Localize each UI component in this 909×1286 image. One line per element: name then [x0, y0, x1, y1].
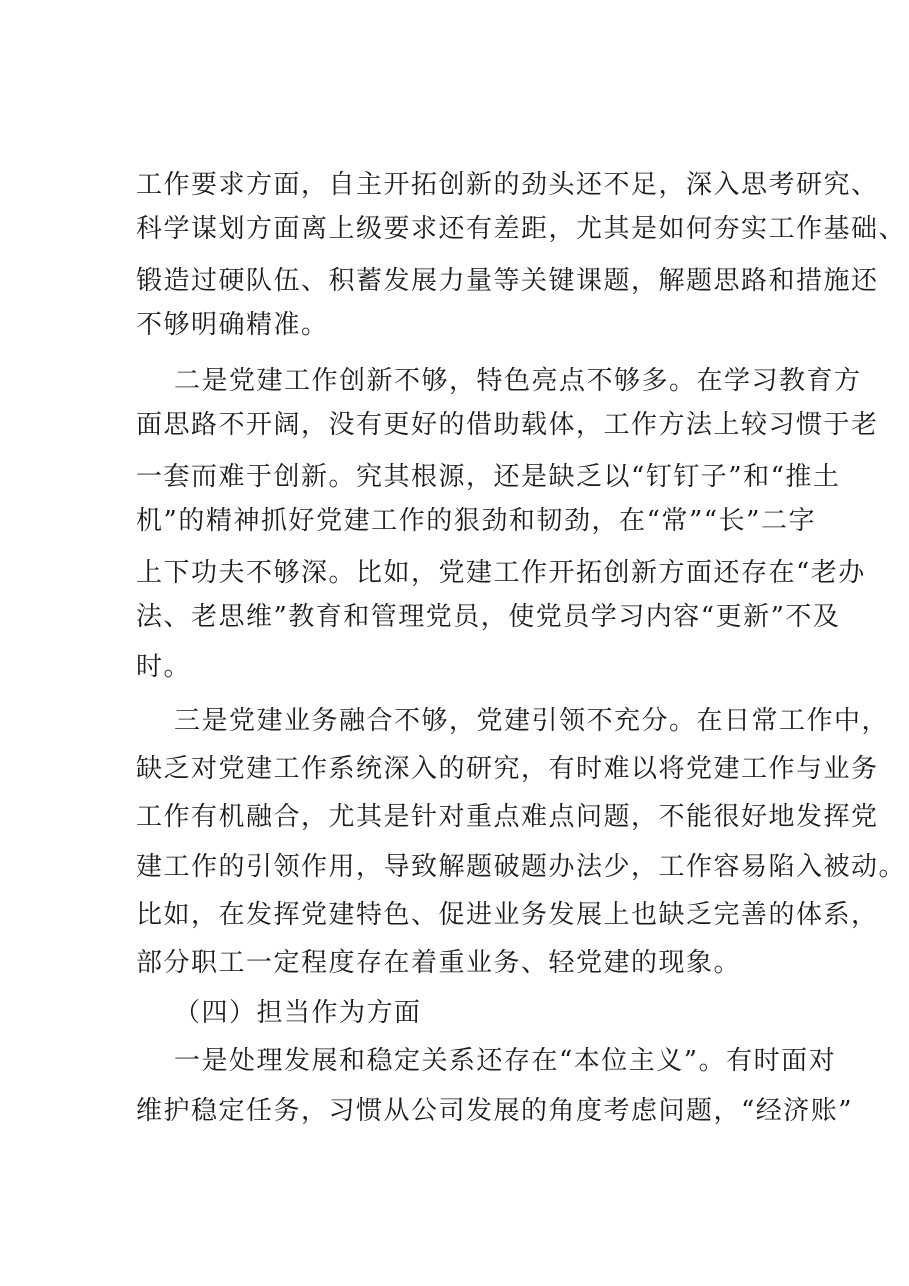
paragraph-line: 二是党建工作创新不够，特色亮点不够多。在学习教育方 — [174, 366, 862, 396]
paragraph-line: 部分职工一定程度存在着重业务、轻党建的现象。 — [136, 948, 742, 978]
section-heading: （四）担当作为方面 — [174, 998, 422, 1028]
paragraph-line: 上下功夫不够深。比如，党建工作开拓创新方面还存在“老办 — [136, 558, 866, 588]
paragraph-line: 三是党建业务融合不够，党建引领不充分。在日常工作中， — [174, 706, 890, 736]
paragraph-line: 机”的精神抓好党建工作的狠劲和韧劲，在“常”“长”二字 — [136, 506, 816, 536]
paragraph-line: 一套而难于创新。究其根源，还是缺乏以“钉钉子”和“推土 — [136, 462, 841, 492]
paragraph-line: 锻造过硬队伍、积蓄发展力量等关键课题，解题思路和措施还 — [136, 266, 879, 296]
paragraph-line: 维护稳定任务，习惯从公司发展的角度考虑问题，“经济账” — [136, 1096, 854, 1126]
paragraph-line: 面思路不开阔，没有更好的借助载体，工作方法上较习惯于老 — [136, 410, 879, 440]
paragraph-line: 建工作的引领作用，导致解题破题办法少，工作容易陷入被动。 — [136, 852, 907, 882]
paragraph-line: 缺乏对党建工作系统深入的研究，有时难以将党建工作与业务 — [136, 754, 879, 784]
paragraph-line: 比如，在发挥党建特色、促进业务发展上也缺乏完善的体系， — [136, 900, 879, 930]
paragraph-line: 一是处理发展和稳定关系还存在“本位主义”。有时面对 — [174, 1046, 837, 1076]
paragraph-line: 法、老思维”教育和管理党员，使党员学习内容“更新”不及 — [136, 602, 841, 632]
paragraph-line: 不够明确精准。 — [136, 310, 329, 340]
paragraph-line: 时。 — [136, 652, 192, 682]
paragraph-line: 工作要求方面，自主开拓创新的劲头还不足，深入思考研究、 — [136, 170, 879, 200]
paragraph-line: 工作有机融合，尤其是针对重点难点问题，不能很好地发挥党 — [136, 802, 879, 832]
paragraph-line: 科学谋划方面离上级要求还有差距，尤其是如何夯实工作基础、 — [136, 214, 907, 244]
